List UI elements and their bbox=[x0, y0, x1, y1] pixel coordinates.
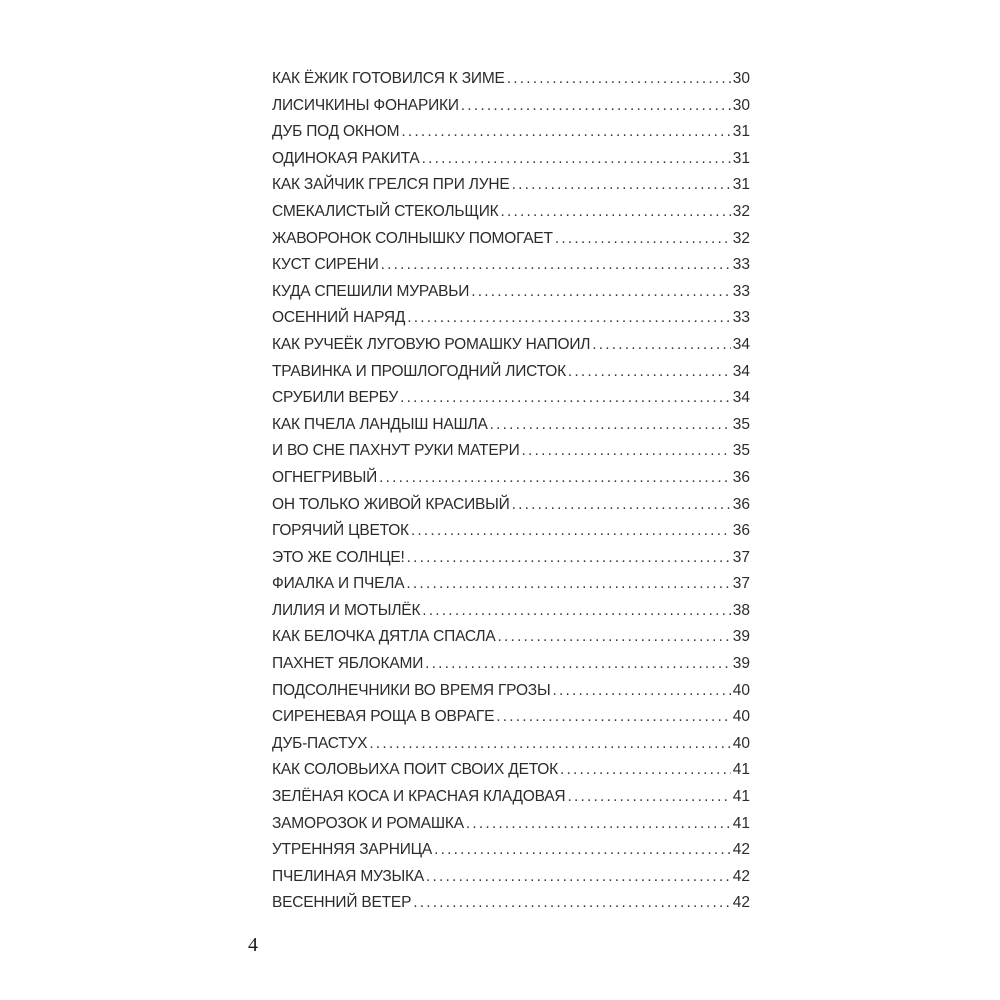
toc-entry bbox=[272, 890, 750, 917]
toc-entry bbox=[272, 172, 750, 199]
toc-dot-leader bbox=[507, 66, 731, 93]
toc-entry-title: ПОДСОЛНЕЧНИКИ ВО ВРЕМЯ ГРОЗЫ bbox=[272, 681, 551, 699]
toc-entry-title: ЗЕЛЁНАЯ КОСА И КРАСНАЯ КЛАДОВАЯ bbox=[272, 788, 566, 806]
toc-entry-page: 41 bbox=[732, 814, 750, 832]
toc-entry bbox=[272, 678, 750, 705]
toc-entry-title: ПАХНЕТ ЯБЛОКАМИ bbox=[272, 655, 424, 673]
toc-dot-leader bbox=[512, 492, 731, 519]
toc-entry bbox=[272, 864, 750, 891]
toc-entry-page: 31 bbox=[732, 176, 750, 194]
toc-entry-title: КАК ПЧЕЛА ЛАНДЫШ НАШЛА bbox=[272, 415, 488, 433]
toc-entry-title: ПЧЕЛИНАЯ МУЗЫКА bbox=[272, 867, 425, 885]
toc-entry-page: 41 bbox=[732, 788, 750, 806]
toc-entry-page: 33 bbox=[732, 309, 750, 327]
toc-dot-leader bbox=[407, 305, 731, 332]
toc-entry-title: ЛИСИЧКИНЫ ФОНАРИКИ bbox=[272, 96, 459, 114]
toc-entry-title: СИРЕНЕВАЯ РОЩА В ОВРАГЕ bbox=[272, 708, 495, 726]
toc-entry-page: 42 bbox=[732, 867, 750, 885]
toc-dot-leader bbox=[496, 704, 731, 731]
toc-dot-leader bbox=[379, 465, 731, 492]
toc-entry bbox=[272, 146, 750, 173]
toc-entry-title: КАК СОЛОВЬИХА ПОИТ СВОИХ ДЕТОК bbox=[272, 761, 558, 779]
toc-entry-page: 35 bbox=[732, 442, 750, 460]
toc-dot-leader bbox=[426, 864, 731, 891]
toc-dot-leader bbox=[560, 757, 731, 784]
toc-dot-leader bbox=[422, 598, 730, 625]
toc-entry bbox=[272, 385, 750, 412]
toc-dot-leader bbox=[567, 784, 730, 811]
toc-entry bbox=[272, 757, 750, 784]
toc-entry-title: ЗАМОРОЗОК И РОМАШКА bbox=[272, 814, 464, 832]
toc-dot-leader bbox=[552, 678, 730, 705]
toc-dot-leader bbox=[471, 279, 731, 306]
toc-entry-title: ОГНЕГРИВЫЙ bbox=[272, 468, 378, 486]
toc-entry-title: СМЕКАЛИСТЫЙ СТЕКОЛЬЩИК bbox=[272, 202, 499, 220]
toc-entry-title: ДУБ-ПАСТУХ bbox=[272, 734, 368, 752]
toc-entry bbox=[272, 359, 750, 386]
toc-dot-leader bbox=[381, 252, 731, 279]
toc-entry bbox=[272, 704, 750, 731]
toc-entry-page: 36 bbox=[732, 522, 750, 540]
toc-entry bbox=[272, 465, 750, 492]
toc-entry-page: 34 bbox=[732, 389, 750, 407]
toc-entry-page: 38 bbox=[732, 601, 750, 619]
toc-entry-page: 32 bbox=[732, 229, 750, 247]
toc-entry-title: ОДИНОКАЯ РАКИТА bbox=[272, 149, 420, 167]
toc-dot-leader bbox=[592, 332, 730, 359]
toc-entry-page: 32 bbox=[732, 202, 750, 220]
toc-entry-page: 34 bbox=[732, 362, 750, 380]
toc-entry-title: КУСТ СИРЕНИ bbox=[272, 256, 379, 274]
toc-entry-title: ДУБ ПОД ОКНОМ bbox=[272, 123, 400, 141]
toc-entry bbox=[272, 837, 750, 864]
toc-entry-title: ВЕСЕННИЙ ВЕТЕР bbox=[272, 894, 412, 912]
toc-entry-page: 42 bbox=[732, 894, 750, 912]
toc-entry-title: ЛИЛИЯ И МОТЫЛЁК bbox=[272, 601, 421, 619]
toc-entry bbox=[272, 93, 750, 120]
toc-dot-leader bbox=[500, 199, 730, 226]
toc-dot-leader bbox=[461, 93, 731, 120]
toc-entry bbox=[272, 598, 750, 625]
toc-entry bbox=[272, 332, 750, 359]
toc-entry-page: 42 bbox=[732, 841, 750, 859]
toc-entry-title: ФИАЛКА И ПЧЕЛА bbox=[272, 575, 405, 593]
toc-entry-page: 33 bbox=[732, 282, 750, 300]
toc-dot-leader bbox=[512, 172, 731, 199]
toc-entry-title: КУДА СПЕШИЛИ МУРАВЬИ bbox=[272, 282, 470, 300]
toc-entry-page: 33 bbox=[732, 256, 750, 274]
toc-entry-page: 31 bbox=[732, 123, 750, 141]
toc-entry bbox=[272, 651, 750, 678]
toc-entry bbox=[272, 492, 750, 519]
toc-entry-title: КАК ЁЖИК ГОТОВИЛСЯ К ЗИМЕ bbox=[272, 70, 505, 87]
toc-entry bbox=[272, 784, 750, 811]
toc-entry bbox=[272, 412, 750, 439]
toc-entry-page: 34 bbox=[732, 335, 750, 353]
toc-entry-page: 39 bbox=[732, 655, 750, 673]
toc-entry-page: 37 bbox=[732, 548, 750, 566]
table-of-contents bbox=[272, 66, 750, 917]
toc-entry-title: ОН ТОЛЬКО ЖИВОЙ КРАСИВЫЙ bbox=[272, 495, 510, 513]
toc-dot-leader bbox=[568, 359, 731, 386]
toc-entry bbox=[272, 438, 750, 465]
toc-entry-title: КАК БЕЛОЧКА ДЯТЛА СПАСЛА bbox=[272, 628, 496, 646]
toc-dot-leader bbox=[422, 146, 731, 173]
toc-entry bbox=[272, 305, 750, 332]
toc-entry-title: СРУБИЛИ ВЕРБУ bbox=[272, 389, 399, 407]
toc-entry-page: 37 bbox=[732, 575, 750, 593]
toc-dot-leader bbox=[425, 651, 731, 678]
toc-dot-leader bbox=[434, 837, 731, 864]
toc-entry-title: УТРЕННЯЯ ЗАРНИЦА bbox=[272, 841, 433, 859]
toc-entry bbox=[272, 66, 750, 93]
toc-dot-leader bbox=[407, 545, 731, 572]
toc-entry bbox=[272, 226, 750, 253]
toc-entry-page: 40 bbox=[732, 734, 750, 752]
toc-entry-title: ЭТО ЖЕ СОЛНЦЕ! bbox=[272, 548, 405, 566]
toc-entry bbox=[272, 624, 750, 651]
toc-entry bbox=[272, 252, 750, 279]
toc-entry-page: 41 bbox=[732, 761, 750, 779]
toc-dot-leader bbox=[555, 226, 731, 253]
toc-entry bbox=[272, 545, 750, 572]
toc-dot-leader bbox=[411, 518, 731, 545]
toc-entry-title: ОСЕННИЙ НАРЯД bbox=[272, 309, 406, 327]
toc-dot-leader bbox=[369, 731, 730, 758]
toc-entry-page: 39 bbox=[732, 628, 750, 646]
toc-entry-page: 31 bbox=[732, 149, 750, 167]
toc-dot-leader bbox=[406, 571, 730, 598]
toc-entry bbox=[272, 731, 750, 758]
toc-dot-leader bbox=[401, 119, 730, 146]
toc-entry bbox=[272, 571, 750, 598]
toc-entry-title: КАК РУЧЕЁК ЛУГОВУЮ РОМАШКУ НАПОИЛ bbox=[272, 335, 591, 353]
toc-entry bbox=[272, 279, 750, 306]
toc-dot-leader bbox=[466, 811, 731, 838]
toc-entry-page: 36 bbox=[732, 468, 750, 486]
toc-entry-title: ЖАВОРОНОК СОЛНЫШКУ ПОМОГАЕТ bbox=[272, 229, 553, 247]
toc-entry-title: КАК ЗАЙЧИК ГРЕЛСЯ ПРИ ЛУНЕ bbox=[272, 176, 510, 194]
toc-entry-page: 35 bbox=[732, 415, 750, 433]
toc-entry-page: 36 bbox=[732, 495, 750, 513]
toc-dot-leader bbox=[497, 624, 730, 651]
toc-dot-leader bbox=[490, 412, 731, 439]
toc-entry-title: И ВО СНЕ ПАХНУТ РУКИ МАТЕРИ bbox=[272, 442, 520, 460]
toc-dot-leader bbox=[522, 438, 731, 465]
toc-entry-page: 30 bbox=[732, 70, 750, 87]
toc-dot-leader bbox=[400, 385, 731, 412]
toc-dot-leader bbox=[413, 890, 731, 917]
toc-entry-title: ТРАВИНКА И ПРОШЛОГОДНИЙ ЛИСТОК bbox=[272, 362, 566, 380]
toc-entry bbox=[272, 518, 750, 545]
toc-entry bbox=[272, 119, 750, 146]
toc-entry-page: 40 bbox=[732, 708, 750, 726]
page-number: 4 bbox=[248, 934, 258, 956]
toc-entry-page: 40 bbox=[732, 681, 750, 699]
toc-entry-page: 30 bbox=[732, 96, 750, 114]
toc-entry-title: ГОРЯЧИЙ ЦВЕТОК bbox=[272, 522, 409, 540]
toc-entry bbox=[272, 811, 750, 838]
toc-entry bbox=[272, 199, 750, 226]
